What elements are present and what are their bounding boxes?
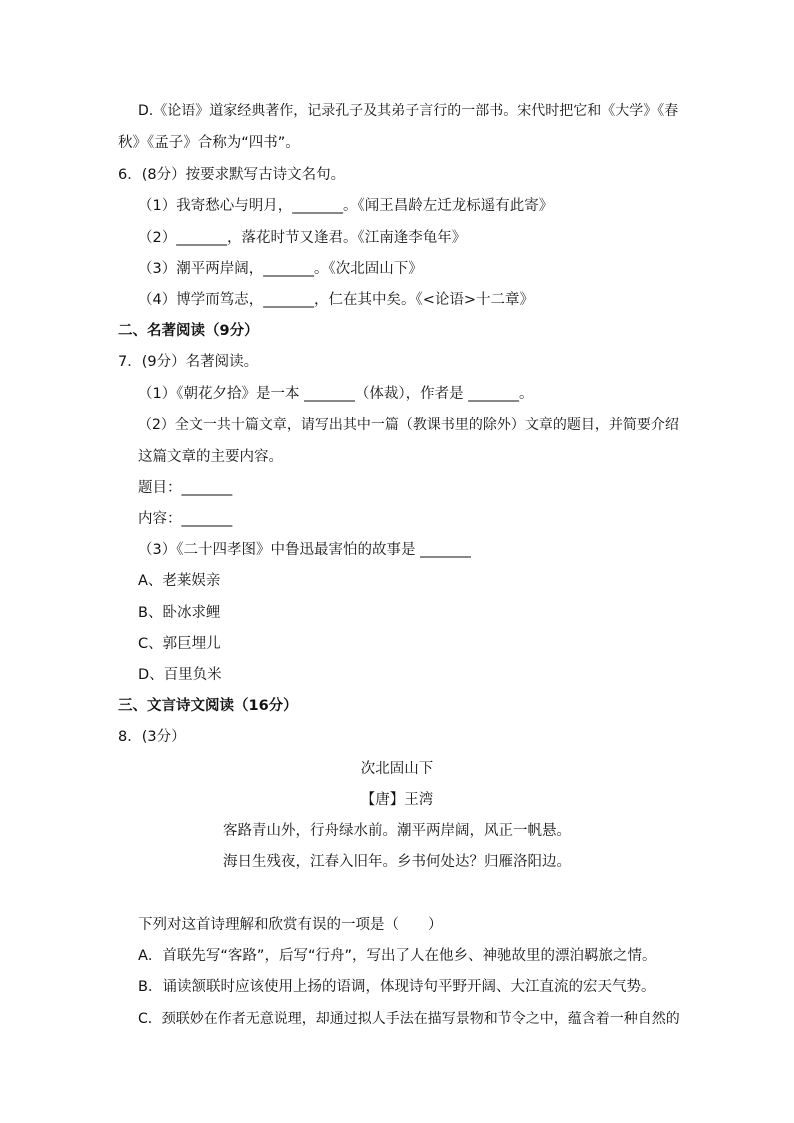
poem-author: 【唐】王湾: [360, 792, 434, 808]
q7-item-2-line2: 这篇文章的主要内容。: [138, 449, 283, 465]
option-d-line2: 秋》《孟子》合称为“四书”。: [118, 135, 300, 151]
q7-option-d: D、百里负米: [138, 667, 222, 683]
q6-item-3: （3）潮平两岸阔，_______。《次北固山下》: [138, 261, 423, 277]
q6-item-2: （2）_______，落花时节又逢君。《江南逢李龟年》: [138, 230, 467, 246]
q6-item-4: （4）博学而笃志，_______，仁在其中矣。《<论语>十二章》: [138, 292, 535, 308]
poem-line-1: 客路青山外，行舟绿水前。潮平两岸阔，风正一帆悬。: [223, 823, 571, 839]
q7-option-b: B、卧冰求鲤: [138, 605, 221, 621]
q7-option-a: A、老莱娱亲: [138, 573, 221, 589]
q8-option-b: B．诵读颔联时应该使用上扬的语调，体现诗句平野开阔、大江直流的宏天气势。: [138, 979, 656, 995]
q7-item-2-line1: （2）全文一共十篇文章，请写出其中一篇（教课书里的除外）文章的题目，并简要介绍: [138, 417, 679, 433]
q8-option-c: C．颈联妙在作者无意说理，却通过拟人手法在描写景物和节令之中，蕴含着一种自然的: [138, 1011, 680, 1027]
q7-option-c: C、郭巨埋儿: [138, 636, 221, 652]
section-3-heading: 三、文言诗文阅读（16分）: [118, 698, 298, 714]
poem-title: 次北固山下: [360, 761, 434, 777]
poem-line-2: 海日生残夜，江春入旧年。乡书何处达？归雁洛阳边。: [223, 854, 571, 870]
q8-stem: 下列对这首诗理解和欣赏有误的一项是（ ）: [138, 917, 443, 933]
q7-item-3: （3）《二十四孝图》中鲁迅最害怕的故事是 _______: [138, 542, 471, 558]
q7-item-1: （1）《朝花夕拾》是一本 _______（体裁），作者是 _______。: [138, 386, 534, 402]
q6-item-1: （1）我寄愁心与明月，_______。《闻王昌龄左迁龙标遥有此寄》: [138, 198, 554, 214]
section-2-heading: 二、名著阅读（9分）: [118, 323, 259, 339]
question-7: 7．(9分）名著阅读。: [118, 354, 259, 370]
question-8: 8．(3分）: [118, 729, 186, 745]
q8-option-a: A．首联先写“客路”，后写“行舟”，写出了人在他乡、神驰故里的漂泊羁旅之情。: [138, 948, 657, 964]
option-d-line1: D.《论语》道家经典著作，记录孔子及其弟子言行的一部书。宋代时把它和《大学》《春: [138, 103, 679, 119]
q7-content-blank: 内容：_______: [138, 511, 233, 527]
question-6: 6．(8分）按要求默写古诗文名句。: [118, 167, 346, 183]
q7-title-blank: 题目：_______: [138, 480, 233, 496]
